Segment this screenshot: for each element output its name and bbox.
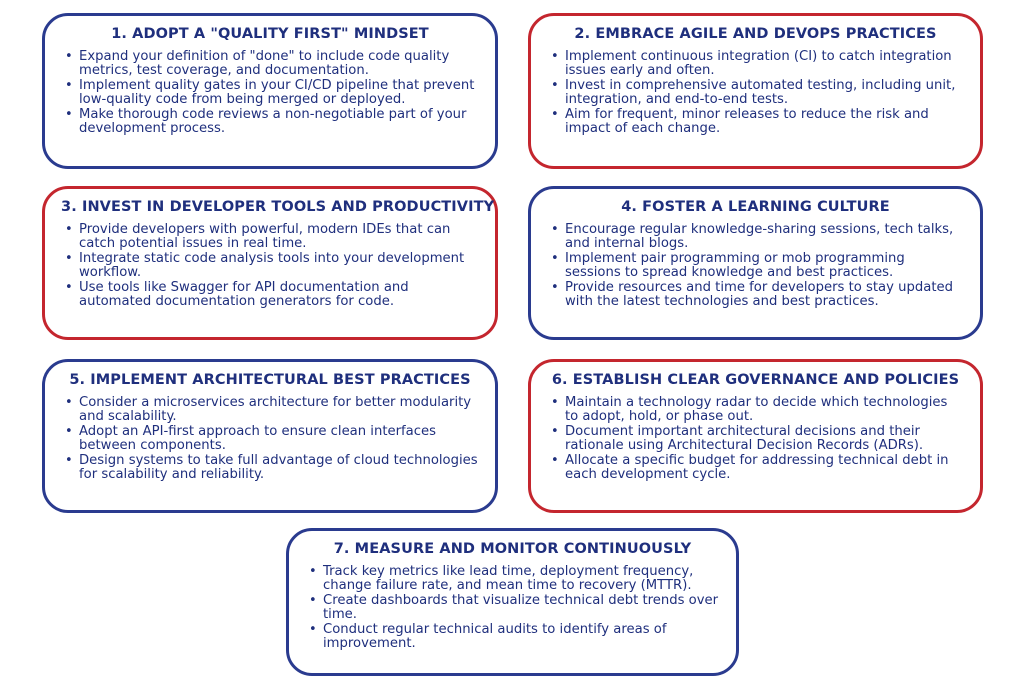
- list-item: • Provide developers with powerful, modern IDEs that can catch potential issues in real time.: [79, 223, 479, 250]
- list-item: • Aim for frequent, minor releases to reduce the risk and impact of each change.: [565, 108, 964, 135]
- list-item: • Implement continuous integration (CI) to catch integration issues early and often.: [565, 50, 964, 77]
- card-title: 6. ESTABLISH CLEAR GOVERNANCE AND POLICIES: [551, 372, 960, 388]
- card-agile-devops: [528, 13, 983, 169]
- list-item: • Track key metrics like lead time, deployment frequency, change failure rate, and mean time to recovery (MTTR).: [323, 565, 720, 592]
- list-item: • Consider a microservices architecture for better modularity and scalability.: [79, 396, 479, 423]
- bullet-list: [305, 565, 720, 651]
- card-quality-first: [42, 13, 498, 169]
- card-learning-culture: [528, 186, 983, 340]
- card-title: 4. FOSTER A LEARNING CULTURE: [621, 199, 890, 215]
- bullet-list: [61, 50, 479, 136]
- list-item: • Create dashboards that visualize technical debt trends over time.: [323, 594, 720, 621]
- card-title: 7. MEASURE AND MONITOR CONTINUOUSLY: [333, 541, 692, 557]
- list-item: • Implement quality gates in your CI/CD pipeline that prevent low-quality code from being merged or deployed.: [79, 79, 479, 106]
- list-item: • Implement pair programming or mob programming sessions to spread knowledge and best practices.: [565, 252, 964, 279]
- list-item: • Allocate a specific budget for addressing technical debt in each development cycle.: [565, 454, 964, 481]
- list-item: • Make thorough code reviews a non-negotiable part of your development process.: [79, 108, 479, 135]
- bullet-list: [61, 223, 479, 309]
- list-item: • Encourage regular knowledge-sharing sessions, tech talks, and internal blogs.: [565, 223, 964, 250]
- list-item: • Integrate static code analysis tools into your development workflow.: [79, 252, 479, 279]
- list-item: • Maintain a technology radar to decide which technologies to adopt, hold, or phase out.: [565, 396, 964, 423]
- card-title: 2. EMBRACE AGILE AND DEVOPS PRACTICES: [574, 26, 937, 42]
- bullet-list: [61, 396, 479, 482]
- list-item: • Adopt an API-first approach to ensure clean interfaces between components.: [79, 425, 479, 452]
- card-developer-tools: [42, 186, 498, 340]
- card-governance-policies: [528, 359, 983, 513]
- list-item: • Design systems to take full advantage of cloud technologies for scalability and reliability.: [79, 454, 479, 481]
- card-title: 1. ADOPT A "QUALITY FIRST" MINDSET: [111, 26, 429, 42]
- bullet-list: [547, 50, 964, 136]
- bullet-list: [547, 396, 964, 482]
- card-architectural-practices: [42, 359, 498, 513]
- card-title: 5. IMPLEMENT ARCHITECTURAL BEST PRACTICES: [69, 372, 471, 388]
- card-measure-monitor: [286, 528, 739, 676]
- list-item: • Conduct regular technical audits to identify areas of improvement.: [323, 623, 720, 650]
- list-item: • Use tools like Swagger for API documentation and automated documentation generators for code.: [79, 281, 479, 308]
- list-item: • Document important architectural decisions and their rationale using Architectural Decision Records (ADRs).: [565, 425, 964, 452]
- list-item: • Invest in comprehensive automated testing, including unit, integration, and end-to-end tests.: [565, 79, 964, 106]
- list-item: • Provide resources and time for developers to stay updated with the latest technologies and best practices.: [565, 281, 964, 308]
- card-title: 3. INVEST IN DEVELOPER TOOLS AND PRODUCTIVITY: [61, 199, 495, 215]
- bullet-list: [547, 223, 964, 309]
- list-item: • Expand your definition of "done" to include code quality metrics, test coverage, and documentation.: [79, 50, 479, 77]
